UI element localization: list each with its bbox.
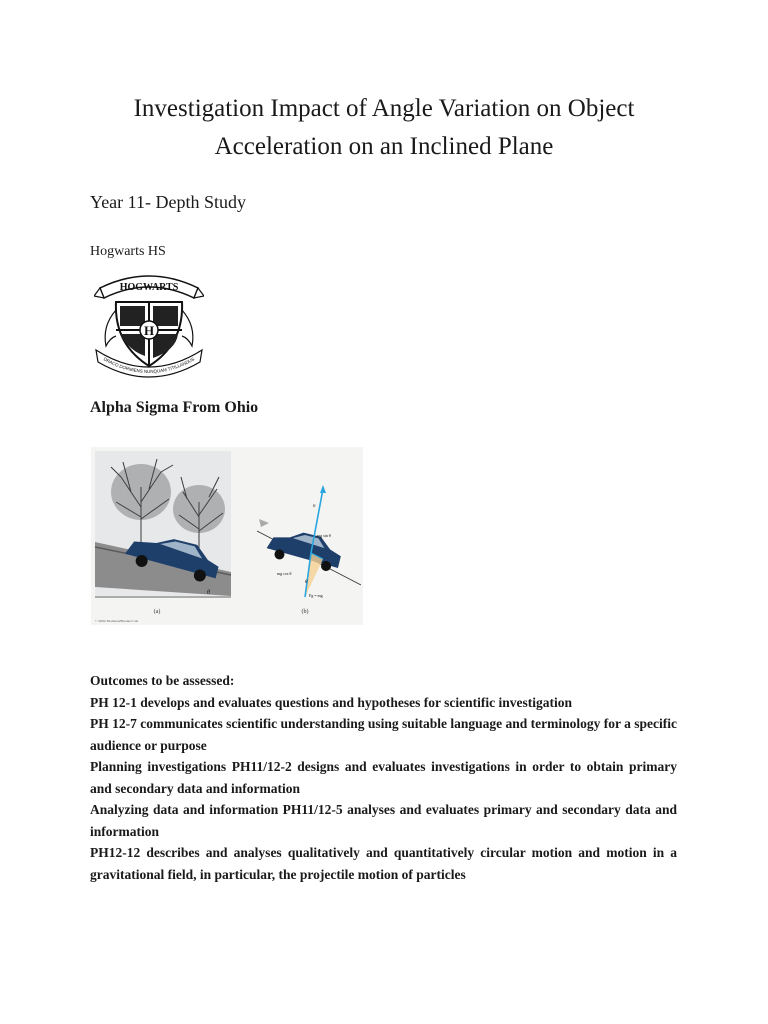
outcome-item: PH 12-7 communicates scientific understanding using suitable language and terminology for a specific audience or purpose xyxy=(90,716,678,753)
title-line-2: Acceleration on an Inclined Plane xyxy=(214,133,554,160)
outcome-item: PH12-12 describes and analyses qualitatively and quantitatively circular motion and motion in a gravitational field, in particular, the projectile motion of particles xyxy=(90,845,677,882)
force-label-sin: mg sin θ xyxy=(317,533,331,538)
panel-a-photo xyxy=(95,451,231,597)
figure-copyright: © 2004 Thomson/Brooks Cole xyxy=(95,619,139,623)
panel-a-label: (a) xyxy=(153,609,161,615)
crest-shield-letter: H xyxy=(143,323,155,338)
outcomes-section xyxy=(90,670,677,885)
outcomes-heading: Outcomes to be assessed: xyxy=(90,673,235,688)
force-label-cos: mg cos θ xyxy=(277,571,292,576)
outcome-item: Analyzing data and information PH11/12-5 analyses and evaluates primary and secondary data and information xyxy=(90,802,677,839)
crest-motto-text: DRACO DORMIENS NUNQUAM TITILLANDUS xyxy=(102,356,196,375)
page-title xyxy=(60,90,708,166)
school-crest-logo xyxy=(94,266,204,386)
subtitle: Year 11- Depth Study xyxy=(90,192,246,212)
outcome-item: PH 12-1 develops and evaluates questions and hypotheses for scientific investigation xyxy=(90,694,573,710)
force-label-n: n xyxy=(313,504,316,509)
angle-label-b: θ xyxy=(305,580,308,585)
inclined-plane-figure xyxy=(91,447,363,625)
panel-b-label: (b) xyxy=(301,609,309,615)
angle-label-a: θ xyxy=(207,590,210,596)
force-label-fg: Fg = mg xyxy=(309,593,323,598)
school-name: Hogwarts HS xyxy=(90,244,166,259)
author-name: Alpha Sigma From Ohio xyxy=(90,399,259,416)
crest-banner-text: HOGWARTS xyxy=(119,282,179,293)
outcome-item: Planning investigations PH11/12-2 designs and evaluates investigations in order to obtain primary and secondary data and information xyxy=(90,759,677,796)
title-line-1: Investigation Impact of Angle Variation on Object xyxy=(133,95,635,122)
